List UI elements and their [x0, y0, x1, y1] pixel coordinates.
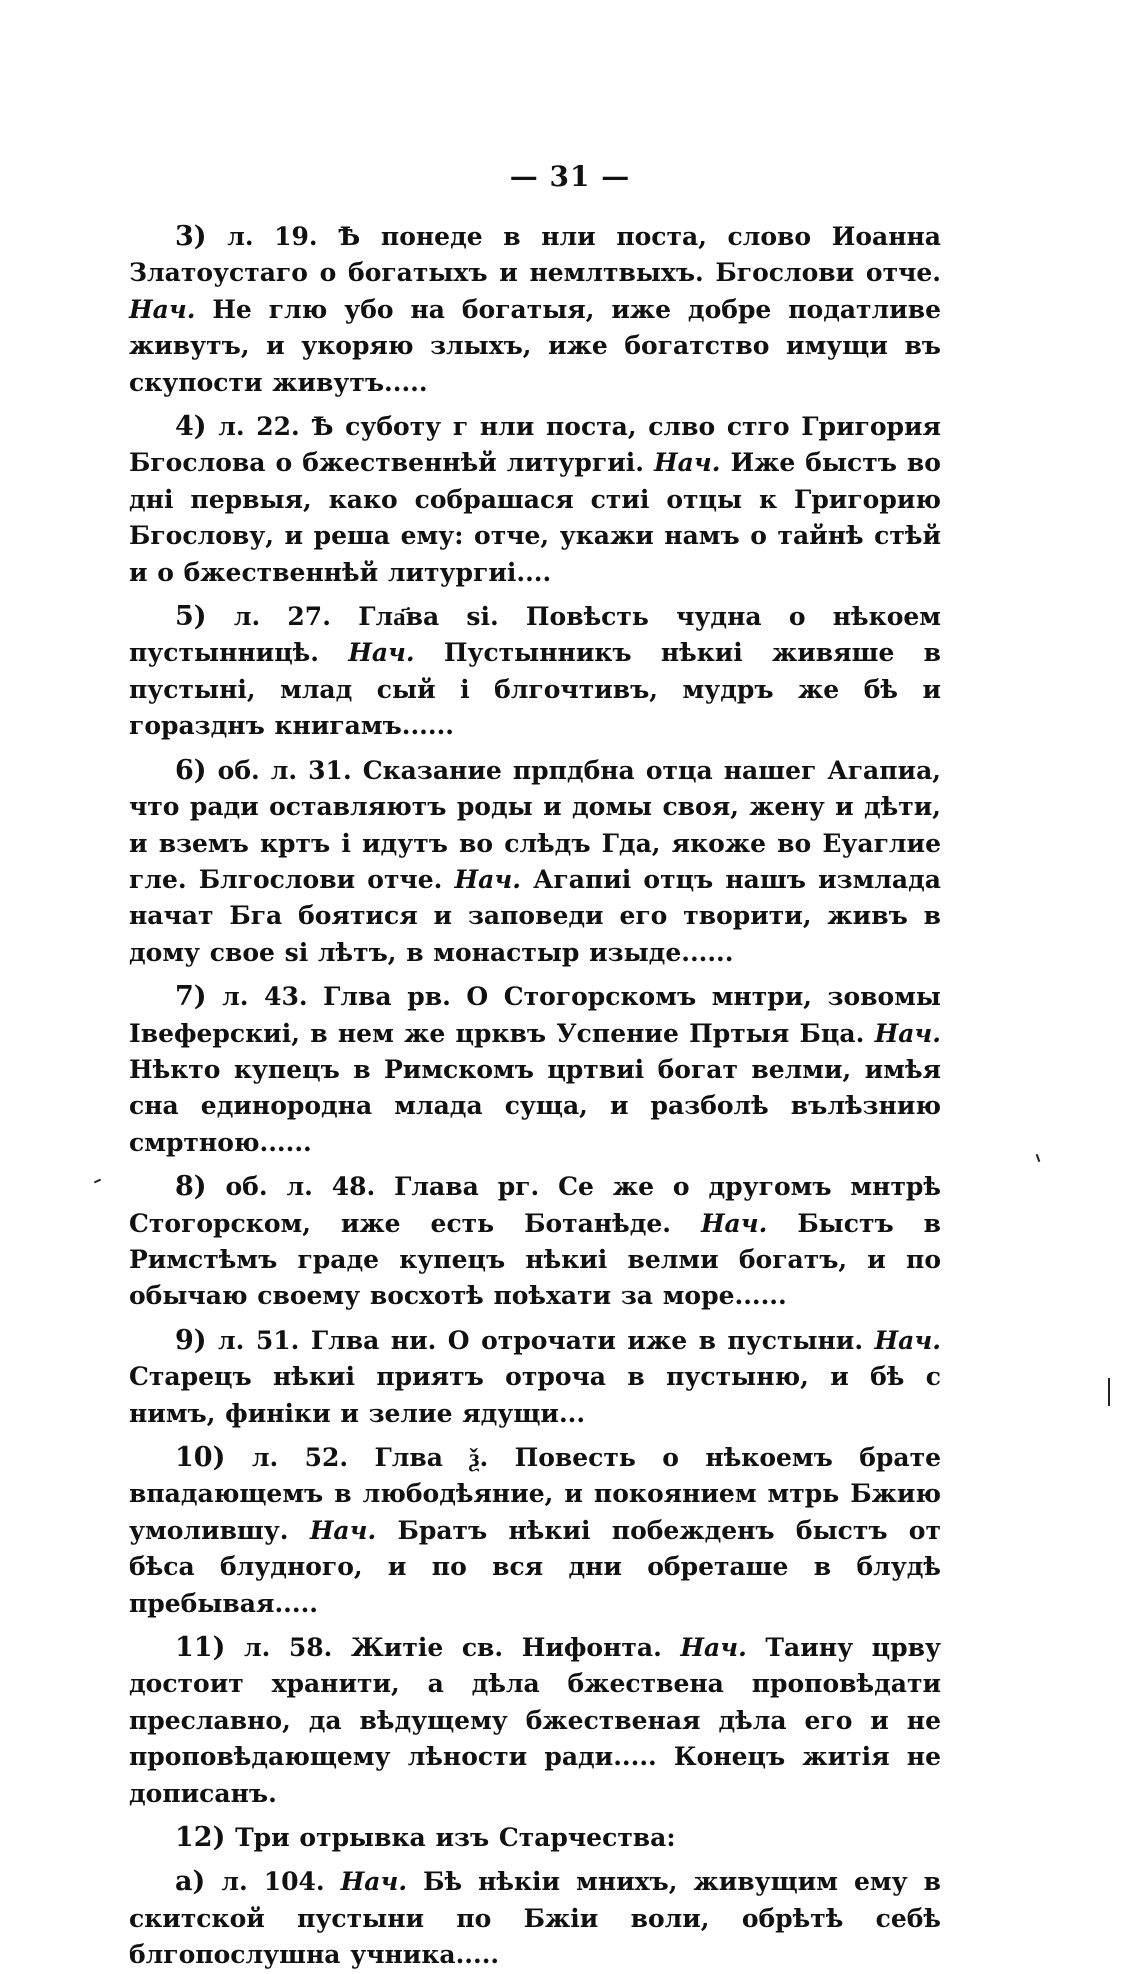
entry-number: 10)	[175, 1442, 226, 1473]
incipit-text: Не глю убо на богатыя, иже добре податливе живутъ, и укоряю злыхъ, иже богатство имущи въ скупости живутъ.....	[129, 294, 941, 397]
entry-number: 8)	[175, 1171, 207, 1203]
incipit-text: Пустынникъ нѣкиі живяше в пустыні, млад сый і блгочтивъ, мудръ же бѣ и горазднъ книгамъ......	[129, 638, 941, 741]
incipit-label: Нач.	[454, 864, 521, 894]
scan-artifact-mark	[1108, 1378, 1110, 1406]
incipit-text: Братъ нѣкиі побежденъ быстъ от бѣса блудного, и по вся дни обреташе в блудѣ пребывая.....	[129, 1515, 941, 1618]
entry-title: Житіе св. Нифонта.	[351, 1633, 662, 1663]
text-body	[129, 219, 941, 1974]
incipit-text: Иже быстъ во дні первыя, како собрашася стиі отцы к Григорию Бгослову, и реша ему: отче, укажи намъ о тайнѣ стѣй и о бжественнѣй литургиі....	[129, 448, 941, 587]
entry-title: Глва ѯ. Повесть о нѣкоемъ брате впадающемъ в любодѣяние, и покоянием мтрь Бжию умолившу.	[129, 1443, 941, 1545]
folio-reference: л. 52.	[251, 1443, 349, 1472]
entry-title: Ѣ суботу г нли поста, слво стго Григория Бгослова о бжественнѣй литургиі.	[129, 412, 941, 478]
entry-number: 9)	[175, 1324, 207, 1356]
entry-title: Глва ни. О отрочати иже в пустыни.	[310, 1325, 864, 1355]
folio-reference: л. 22.	[218, 412, 300, 442]
incipit-label: Нач.	[348, 638, 415, 668]
entry-number: 12)	[175, 1822, 226, 1854]
entry-number: 7)	[175, 981, 207, 1013]
entry-3	[129, 219, 941, 401]
entry-number: 5)	[175, 601, 207, 633]
entry-title: Глва рв. О Стогорскомъ мнтри, зовомы Івеферскиі, в нем же црквъ Успение Пртыя Бца.	[129, 982, 941, 1048]
entry-10	[129, 1440, 941, 1622]
incipit-label: Нач.	[340, 1867, 408, 1897]
entry-title: Ѣ понеде в нли поста, слово Иоанна Златоустаго о богатыхъ и немлтвыхъ. Бгослови отче.	[129, 222, 941, 288]
incipit-text: Бѣ нѣкіи мнихъ, живущим ему в скитской пустыни по Бжіи воли, обрѣтѣ себѣ блгопослушна учника.....	[129, 1867, 941, 1970]
left-margin-mark	[94, 1179, 101, 1184]
incipit-text: Нѣкто купецъ в Римскомъ цртвиі богат велми, имѣя сна единородна млада суща, и разболѣ вълѣзнию смртною......	[129, 1054, 941, 1157]
entry-number: а)	[175, 1866, 206, 1898]
entry-title: Три отрывка изъ Старчества:	[235, 1823, 676, 1853]
entry-number: 3)	[175, 221, 207, 252]
entry-5	[129, 599, 941, 745]
incipit-text: Агапиі отцъ нашъ измлада начат Бга боятися и заповеди его творити, живъ в дому свое si лѣтъ, в монастыр изыде......	[129, 864, 941, 967]
entry-11	[129, 1630, 941, 1812]
entry-number: 11)	[175, 1632, 226, 1664]
entry-title: Сказание прпдбна отца нашег Агапиа, что ради оставляютъ роды и домы своя, жену и дѣти, и вземъ кртъ і идутъ во слѣдъ Гда, якоже во Еуаглие гле. Блгослови отче.	[129, 755, 941, 894]
right-margin-mark	[1036, 1154, 1041, 1162]
incipit-label: Нач.	[129, 294, 196, 324]
folio-reference: л. 19.	[227, 222, 318, 251]
folio-reference: л. 43.	[222, 982, 308, 1012]
incipit-label: Нач.	[309, 1515, 377, 1545]
incipit-label: Нач.	[700, 1208, 768, 1238]
folio-reference: л. 51.	[218, 1325, 300, 1355]
incipit-label: Нач.	[874, 1325, 941, 1355]
entry-number: 4)	[175, 411, 207, 443]
entry-4	[129, 409, 941, 591]
entry-number: 6)	[175, 754, 207, 786]
entry-title: Гла҃ва ѕі. Повѣсть чудна о нѣкоем пустынницѣ.	[129, 602, 941, 668]
folio-reference: об. л. 31.	[217, 755, 352, 785]
folio-reference: об. л. 48.	[225, 1172, 376, 1202]
incipit-text: Быстъ в Римстѣмъ граде купецъ нѣкиі велми богатъ, и по обычаю своему восхотѣ поѣхати за море......	[129, 1208, 941, 1311]
entry-6	[129, 753, 941, 971]
folio-reference: л. 27.	[233, 602, 331, 632]
entry-7	[129, 979, 941, 1161]
entry-title: Глава рг. Се же о другомъ мнтрѣ Стогорском, иже есть Ботанѣде.	[129, 1172, 941, 1238]
incipit-label: Нач.	[654, 448, 721, 478]
incipit-text: Старецъ нѣкиі приятъ отроча в пустыню, и бѣ с нимъ, финіки и зелие ядущи...	[129, 1362, 941, 1428]
entry-12a	[129, 1864, 941, 1973]
entry-9	[129, 1323, 941, 1432]
incipit-label: Нач.	[680, 1633, 747, 1663]
page-number: — 31 —	[509, 160, 631, 193]
incipit-text: Таину црву достоит хранити, а дѣла бжествена проповѣдати преславно, да вѣдущему бжественая дѣла его и не проповѣдающему лѣности ради..... Конецъ житія не дописанъ.	[129, 1633, 941, 1808]
folio-reference: л. 104.	[221, 1867, 325, 1897]
incipit-label: Нач.	[874, 1018, 941, 1048]
folio-reference: л. 58.	[243, 1633, 333, 1663]
entry-8	[129, 1169, 941, 1315]
entry-12	[129, 1820, 941, 1856]
